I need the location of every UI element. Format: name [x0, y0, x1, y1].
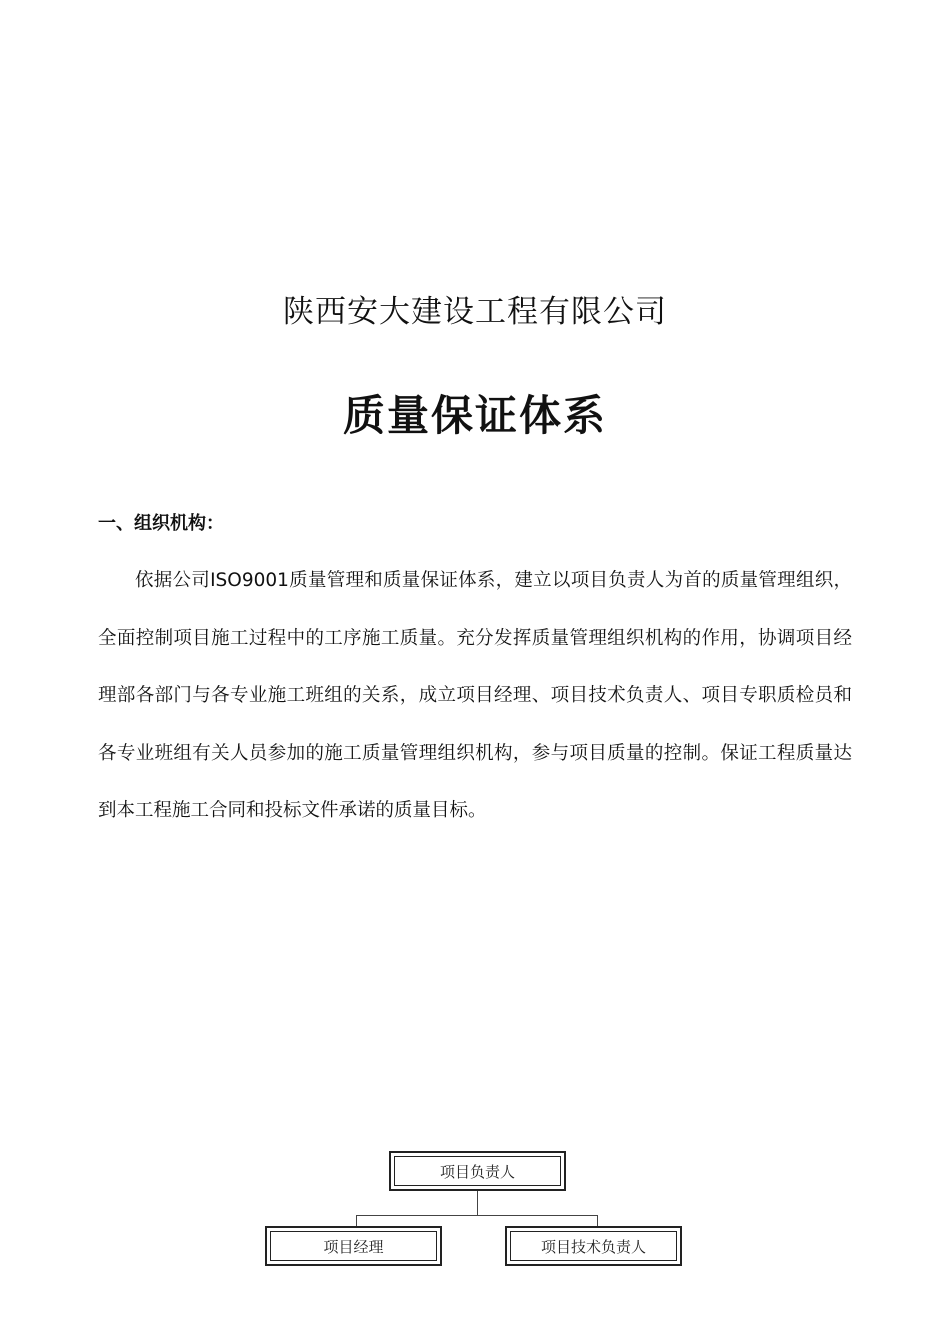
org-box-left-label: 项目经理 — [270, 1231, 437, 1261]
section-heading: 一、组织机构： — [98, 513, 224, 534]
org-box-top-label: 项目负责人 — [394, 1156, 561, 1186]
org-chart — [0, 1140, 950, 1344]
company-name: 陕西安大建设工程有限公司 — [283, 294, 667, 330]
connector-horizontal — [356, 1215, 598, 1216]
org-box-right-label: 项目技术负责人 — [510, 1231, 677, 1261]
org-box-top — [389, 1151, 566, 1191]
connector-vertical-top — [477, 1191, 478, 1215]
org-box-right — [505, 1226, 682, 1266]
document-title: 质量保证体系 — [342, 391, 607, 440]
org-box-left — [265, 1226, 442, 1266]
section-paragraph: 依据公司ISO9001质量管理和质量保证体系，建立以项目负责人为首的质量管理组织，全面控制项目施工过程中的工序施工质量。充分发挥质量管理组织机构的作用，协调项目经理部各部门与各专业施工班组的关系，成立项目经理、项目技术负责人、项目专职质检员和各专业班组有关人员参加的施工质量管理组织机构，参与项目质量的控制。保证工程质量达到本工程施工合同和投标文件承诺的质量目标。 — [98, 570, 852, 821]
